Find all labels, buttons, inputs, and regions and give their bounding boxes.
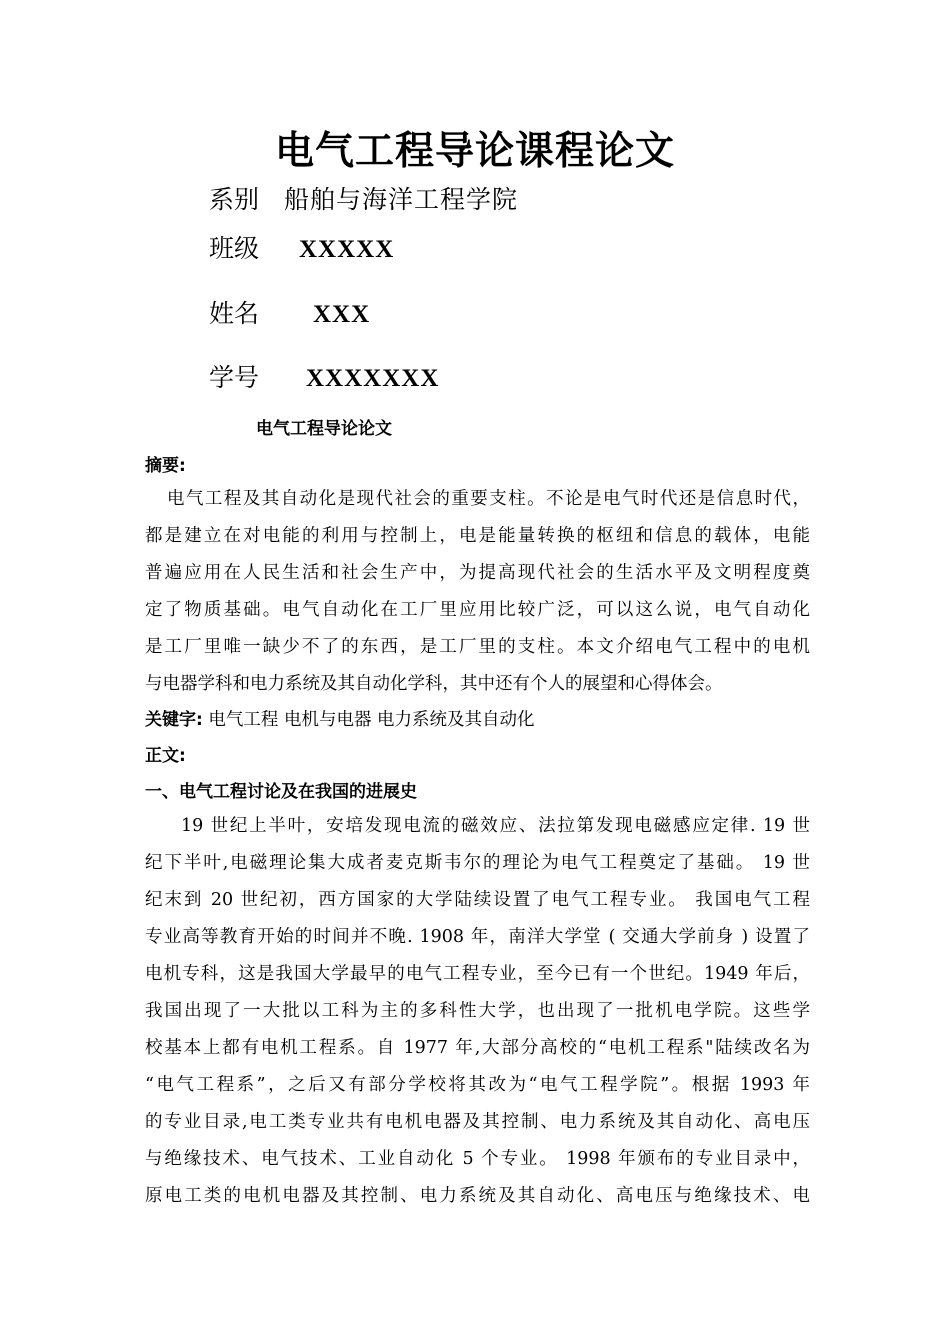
section-paragraph <box>145 808 810 1215</box>
abstract-line: 普遍应用在人民生活和社会生产中，为提高现代社会的生活水平及文明程度奠 <box>145 563 810 583</box>
abstract-line: 电气工程及其自动化是现代社会的重要支柱。不论是电气时代还是信息时代， <box>167 489 810 509</box>
info-value: 船舶与海洋工程学院 <box>284 185 519 214</box>
section-line: 原电工类的电机电器及其控制、电力系统及其自动化、高电压与绝缘技术、电 <box>145 1186 810 1206</box>
keywords-value: 电气工程 电机与电器 电力系统及其自动化 <box>208 710 535 730</box>
section-line: 纪末到 20 世纪初，西方国家的大学陆续设置了电气工程专业。 我国电气工程 <box>145 890 810 910</box>
abstract-line: 都是建立在对电能的利用与控制上，电是能量转换的枢纽和信息的载体，电能 <box>145 526 810 546</box>
section-line: 我国出现了一大批以工科为主的多科性大学，也出现了一批机电学院。这些学 <box>145 1001 810 1021</box>
abstract-paragraph <box>145 481 810 703</box>
info-value: XXXXX <box>299 236 395 263</box>
section-line: 19 世纪上半叶，安培发现电流的磁效应、法拉第发现电磁感应定律. 19 世 <box>181 816 810 836</box>
info-value: XXX <box>313 301 371 328</box>
paper-subtitle: 电气工程导论论文 <box>256 419 392 439</box>
info-label: 学号 <box>209 363 260 392</box>
section-line: “电气工程系”，之后又有部分学校将其改为“电气工程学院”。根据 1993 年 <box>145 1075 810 1095</box>
keywords-row <box>145 707 535 733</box>
section-line: 的专业目录,电工类专业共有电机电器及其控制、电力系统及其自动化、高电压 <box>145 1112 810 1132</box>
info-label: 姓名 <box>209 299 260 328</box>
info-row-student-id <box>209 361 439 396</box>
abstract-line: 是工厂里唯一缺少不了的东西，是工厂里的支柱。本文介绍电气工程中的电机 <box>145 637 810 657</box>
section-heading: 一、电气工程讨论及在我国的进展史 <box>145 782 417 802</box>
keywords-label: 关键字: <box>145 710 203 730</box>
info-row-name <box>209 297 370 332</box>
info-label: 系别 <box>209 185 260 214</box>
document-title: 电气工程导论课程论文 <box>274 129 675 174</box>
section-line: 电机专科，这是我国大学最早的电气工程专业，至今已有一个世纪。1949 年后， <box>145 964 810 984</box>
section-line: 校基本上都有电机工程系。自 1977 年,大部分高校的“电机工程系"陆续改名为 <box>145 1038 810 1058</box>
abstract-line: 与电器学科和电力系统及其自动化学科，其中还有个人的展望和心得体会。 <box>145 674 723 694</box>
abstract-line: 定了物质基础。电气自动化在工厂里应用比较广泛，可以这么说，电气自动化 <box>145 600 810 620</box>
info-value: XXXXXXX <box>306 365 440 392</box>
body-label: 正文: <box>145 746 186 766</box>
section-line: 与绝缘技术、电气技术、工业自动化 5 个专业。 1998 年颁布的专业目录中， <box>145 1149 810 1169</box>
section-line: 纪下半叶,电磁理论集大成者麦克斯韦尔的理论为电气工程奠定了基础。 19 世 <box>145 853 810 873</box>
info-row-class <box>209 232 394 267</box>
info-label: 班级 <box>209 234 260 263</box>
section-line: 专业高等教育开始的时间并不晚. 1908 年，南洋大学堂 ( 交通大学前身 ) 设置了 <box>145 927 810 947</box>
abstract-label: 摘要: <box>145 456 186 476</box>
info-row-department <box>209 183 518 217</box>
